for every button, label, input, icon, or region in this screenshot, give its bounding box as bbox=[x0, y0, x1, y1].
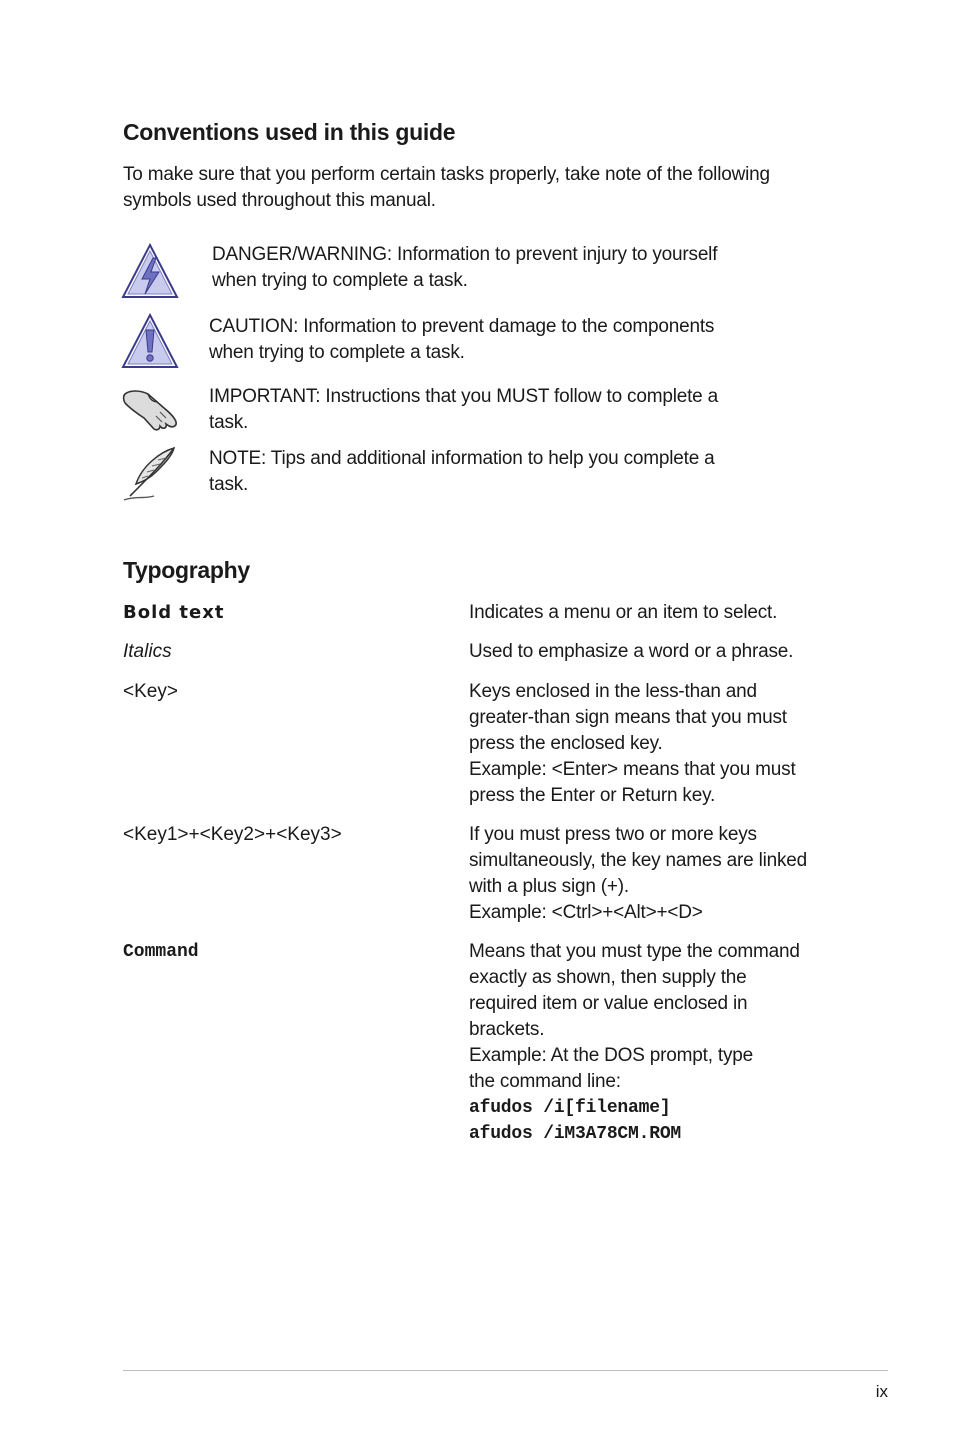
desc-line: Example: <Ctrl>+<Alt>+<D> bbox=[469, 902, 703, 923]
conventions-heading: Conventions used in this guide bbox=[123, 119, 456, 145]
note-line: NOTE: Tips and additional information to help you complete a bbox=[209, 448, 715, 469]
caution-icon bbox=[120, 312, 180, 372]
typography-heading: Typography bbox=[123, 557, 250, 583]
danger-line: DANGER/WARNING: Information to prevent injury to yourself bbox=[212, 244, 718, 265]
important-line: task. bbox=[209, 412, 249, 433]
intro-line: To make sure that you perform certain tasks properly, take note of the following bbox=[123, 164, 770, 185]
desc-line: greater-than sign means that you must bbox=[469, 707, 787, 728]
page-number: ix bbox=[875, 1382, 888, 1401]
desc-line: Example: <Enter> means that you must bbox=[469, 759, 796, 780]
desc-line: Used to emphasize a word or a phrase. bbox=[469, 641, 794, 662]
caution-line: when trying to complete a task. bbox=[209, 342, 465, 363]
note-line: task. bbox=[209, 474, 249, 495]
caution-line: CAUTION: Information to prevent damage to the components bbox=[209, 316, 715, 337]
desc-line: exactly as shown, then supply the bbox=[469, 967, 747, 988]
desc-line: with a plus sign (+). bbox=[469, 876, 630, 897]
desc-line: simultaneously, the key names are linked bbox=[469, 850, 808, 871]
desc-key bbox=[469, 679, 796, 809]
important-text bbox=[209, 384, 718, 436]
term-key-combo: <Key1>+<Key2>+<Key3> bbox=[123, 824, 342, 845]
code-line: afudos /iM3A78CM.ROM bbox=[469, 1124, 682, 1144]
desc-line: the command line: bbox=[469, 1071, 621, 1092]
desc-line: Keys enclosed in the less-than and bbox=[469, 681, 757, 702]
term-key: <Key> bbox=[123, 681, 178, 702]
important-line: IMPORTANT: Instructions that you MUST follow to complete a bbox=[209, 386, 718, 407]
desc-line: Indicates a menu or an item to select. bbox=[469, 602, 778, 623]
desc-bold-text bbox=[469, 600, 777, 626]
note-feather-icon bbox=[120, 444, 180, 504]
term-bold-text: Bold text bbox=[123, 602, 225, 623]
desc-line: required item or value enclosed in bbox=[469, 993, 748, 1014]
danger-line: when trying to complete a task. bbox=[212, 270, 468, 291]
footer-rule bbox=[123, 1370, 888, 1371]
caution-text bbox=[209, 314, 714, 366]
desc-line: press the enclosed key. bbox=[469, 733, 663, 754]
desc-key-combo bbox=[469, 822, 807, 926]
intro-line: symbols used throughout this manual. bbox=[123, 190, 436, 211]
conventions-intro bbox=[123, 162, 770, 214]
desc-line: Means that you must type the command bbox=[469, 941, 800, 962]
term-command: Command bbox=[123, 942, 199, 962]
desc-line: Example: At the DOS prompt, type bbox=[469, 1045, 754, 1066]
desc-italics bbox=[469, 639, 793, 665]
code-line: afudos /i[filename] bbox=[469, 1098, 671, 1118]
note-text bbox=[209, 446, 715, 498]
desc-command bbox=[469, 939, 800, 1147]
important-hand-icon bbox=[120, 378, 180, 438]
danger-warning-icon bbox=[120, 242, 180, 302]
desc-line: brackets. bbox=[469, 1019, 545, 1040]
danger-warning-text bbox=[212, 242, 717, 294]
desc-line: press the Enter or Return key. bbox=[469, 785, 716, 806]
desc-line: If you must press two or more keys bbox=[469, 824, 757, 845]
term-italics: Italics bbox=[123, 641, 172, 662]
